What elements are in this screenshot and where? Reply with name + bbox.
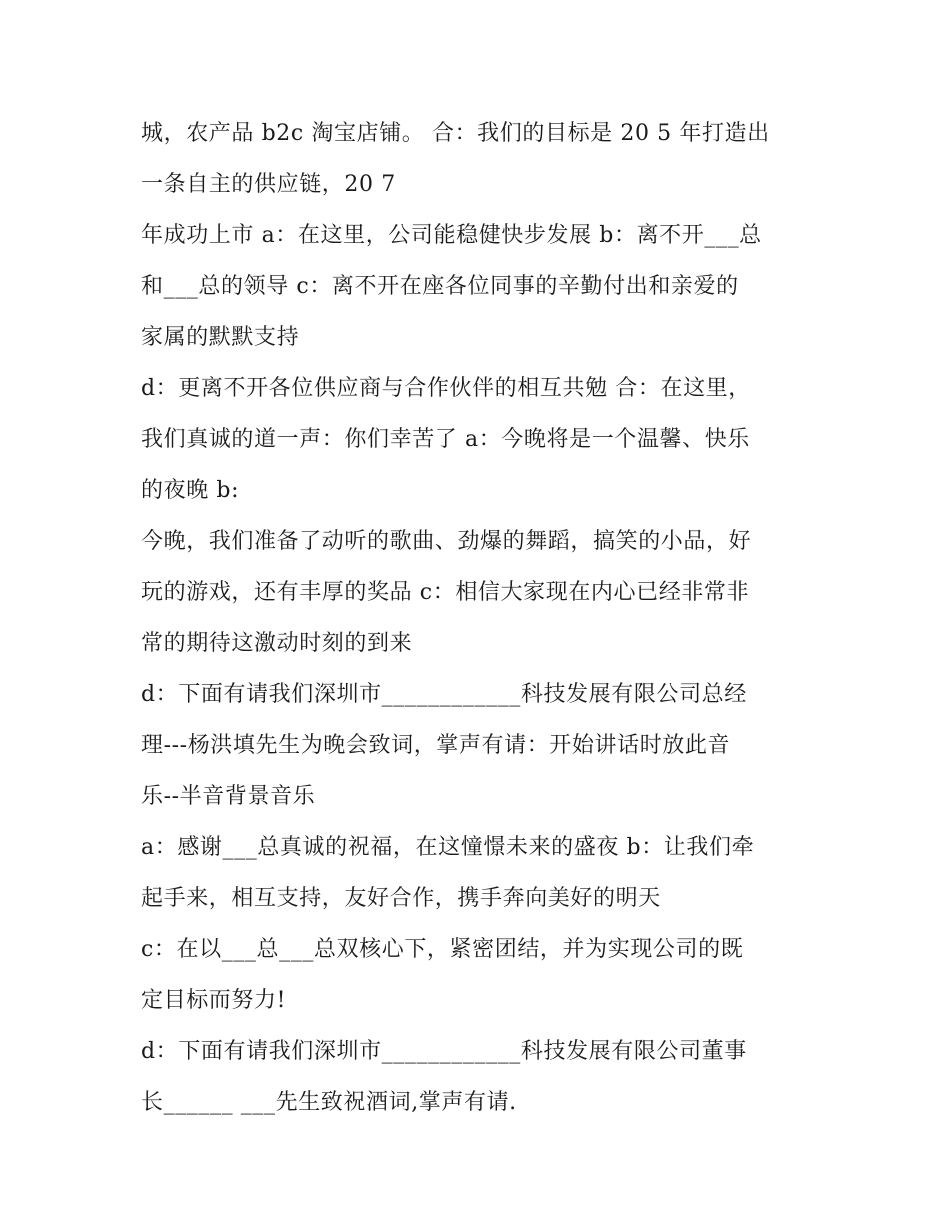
text-line: 家属的默默支持	[141, 325, 300, 350]
text-line: 玩的游戏，还有丰厚的奖品 c：相信大家现在内心已经非常非	[141, 580, 750, 605]
text-line: 和___总的领导 c：离不开在座各位同事的辛勤付出和亲爱的	[141, 274, 739, 299]
text-line: 今晚，我们准备了动听的歌曲、劲爆的舞蹈，搞笑的小品，好	[141, 529, 752, 554]
text-line: a：感谢___总真诚的祝福，在这憧憬未来的盛夜 b：让我们牵	[141, 835, 755, 860]
text-line: 我们真诚的道一声：你们幸苦了 a：今晚将是一个温馨、快乐	[141, 427, 750, 452]
text-line: 长______ ___先生致祝酒词,掌声有请.	[141, 1090, 517, 1115]
text-line: c：在以___总___总双核心下，紧密团结，并为实现公司的既	[141, 937, 744, 962]
text-line: 定目标而努力!	[141, 988, 287, 1013]
text-line: 的夜晚 b:	[141, 478, 240, 503]
document-body	[141, 108, 821, 1128]
text-line: 乐--半音背景音乐	[141, 784, 316, 809]
text-line: 一条自主的供应链，20 7	[141, 172, 396, 197]
text-line: 城，农产品 b2c 淘宝店铺。 合：我们的目标是 20 5 年打造出	[141, 121, 770, 146]
text-line: 理---杨洪填先生为晚会致词，掌声有请：开始讲话时放此音	[141, 733, 731, 758]
text-line: 起手来，相互支持，友好合作，携手奔向美好的明天	[141, 886, 661, 911]
text-line: 常的期待这激动时刻的到来	[141, 631, 413, 656]
text-line: d：更离不开各位供应商与合作伙伴的相互共勉 合：在这里，	[141, 376, 751, 401]
text-line: d：下面有请我们深圳市____________科技发展有限公司董事	[141, 1039, 747, 1064]
text-line: d：下面有请我们深圳市____________科技发展有限公司总经	[141, 682, 747, 707]
text-line: 年成功上市 a：在这里，公司能稳健快步发展 b：离不开___总	[141, 223, 762, 248]
